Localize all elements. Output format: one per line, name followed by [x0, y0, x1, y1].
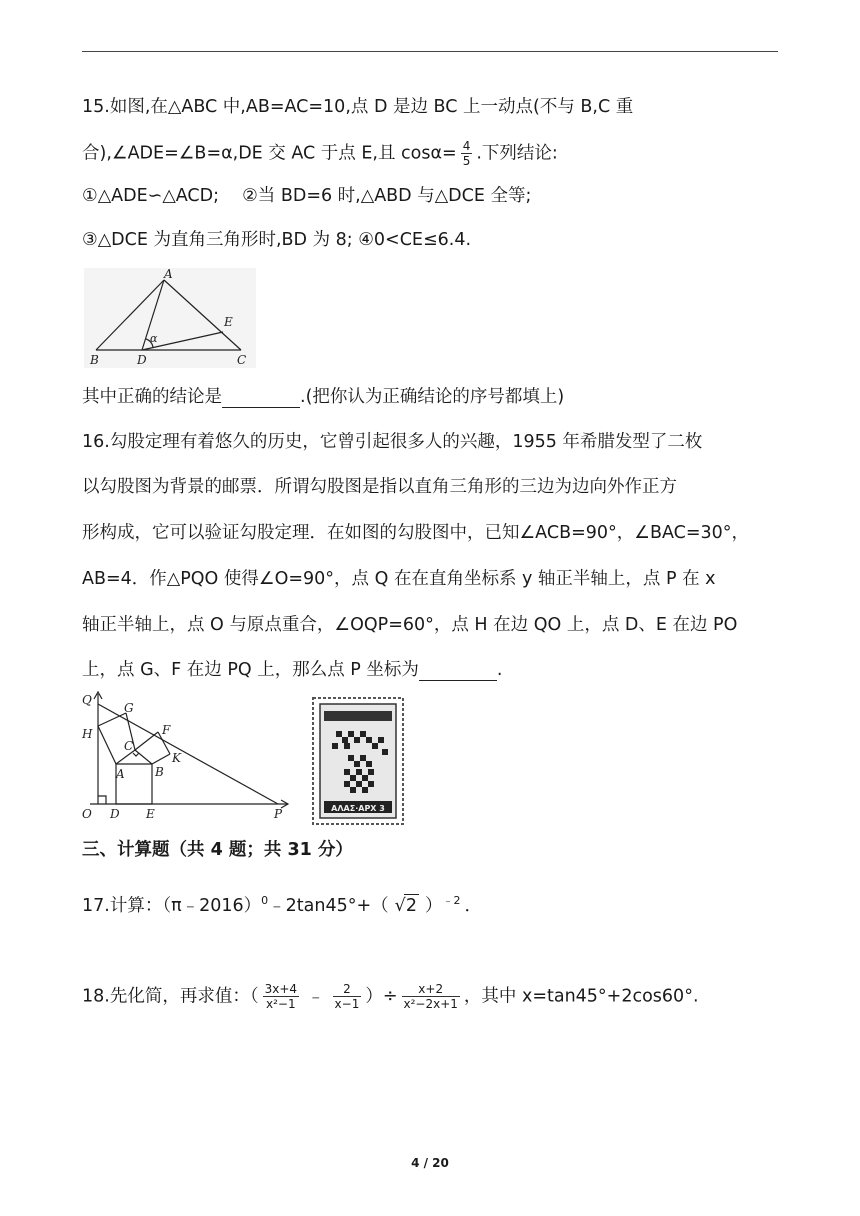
q16-line6-end: .	[496, 660, 503, 680]
label-E2: E	[146, 807, 155, 821]
q16-line5: 轴正半轴上，点 O 与原点重合，∠OQP=60°，点 H 在边 QO 上，点 D、E 在边 PO	[82, 615, 738, 635]
q16-line6	[82, 659, 502, 681]
page-number: 4 / 20	[411, 1156, 449, 1170]
label-H: H	[82, 727, 93, 741]
triangle-figure	[84, 268, 256, 368]
stamp-caption: ΑΛΑΣ·ΑΡΧ 3	[331, 804, 385, 813]
frac-num: 4	[462, 139, 471, 153]
q17-end: ．	[464, 895, 482, 916]
frac2-num: 2	[333, 982, 362, 997]
frac3-den: x²−2x+1	[403, 997, 458, 1011]
q16-line2: 以勾股图为背景的邮票．所谓勾股图是指以直角三角形的三边为边向外作正方	[82, 477, 677, 497]
label-P: P	[274, 807, 283, 821]
q15-answer	[82, 386, 564, 408]
label-alpha: α	[150, 332, 158, 345]
fraction-1	[263, 982, 299, 1011]
frac2-den: x−1	[334, 997, 360, 1011]
q15-line2	[82, 139, 558, 168]
q15-line4: ③△DCE 为直角三角形时,BD 为 8; ④0<CE≤6.4.	[82, 230, 472, 250]
q17-close: ）	[424, 895, 443, 916]
stamp-image	[312, 697, 404, 825]
q16-line3: 形构成，它可以验证勾股定理．在如图的勾股图中，已知∠ACB=90°，∠BAC=30°，	[82, 523, 750, 543]
frac-den: 5	[462, 154, 471, 168]
cos-fraction	[461, 139, 473, 168]
label-O: O	[82, 807, 92, 821]
q18-expression	[82, 982, 699, 1011]
q15-line1: 15.如图,在△ABC 中,AB=AC=10,点 D 是边 BC 上一动点(不与 B,C 重	[82, 97, 634, 117]
answer-blank	[222, 389, 300, 408]
q16-line1: 16.勾股定理有着悠久的历史，它曾引起很多人的兴趣，1955 年希腊发型了二枚	[82, 432, 703, 452]
q18-suffix: ，其中 x=tan45°+2cos60°.	[463, 986, 699, 1007]
q17-mid: ﹣2tan45°+（	[268, 895, 389, 916]
fraction-3	[402, 982, 460, 1011]
q15-line3: ①△ADE∽△ACD; ②当 BD=6 时,△ABD 与△DCE 全等;	[82, 186, 532, 206]
label-A2: A	[116, 767, 125, 781]
q17-exponent-zero: 0	[261, 894, 269, 907]
q15-line2-tail: .下列结论:	[476, 143, 558, 164]
sqrt-icon: √	[394, 895, 406, 916]
q18-prefix: 18.先化简，再求值：（	[82, 986, 259, 1007]
q17-expression	[82, 890, 482, 917]
q16-line4: AB=4．作△PQO 使得∠O=90°，点 Q 在在直角坐标系 y 轴正半轴上，点 P 在 x	[82, 569, 716, 589]
label-E: E	[224, 315, 233, 329]
label-G: G	[124, 701, 134, 715]
label-K: K	[172, 751, 181, 765]
label-A: A	[164, 268, 173, 281]
label-F: F	[162, 723, 171, 737]
q18-minus: ﹣	[307, 986, 325, 1007]
label-D2: D	[110, 807, 120, 821]
label-B: B	[90, 353, 99, 367]
label-C2: C	[124, 739, 134, 753]
label-D: D	[137, 353, 147, 367]
frac1-num: 3x+4	[264, 982, 298, 996]
frac3-num: x+2	[402, 982, 460, 997]
label-Q: Q	[82, 693, 92, 707]
q15-line2-text: 合),∠ADE=∠B=α,DE 交 AC 于点 E,且 cosα=	[82, 143, 457, 164]
answer-prefix: 其中正确的结论是	[82, 387, 222, 407]
answer-suffix: .(把你认为正确结论的序号都填上)	[300, 387, 565, 407]
section-heading: 三、计算题（共 4 题；共 31 分）	[82, 840, 353, 860]
label-B2: B	[155, 765, 164, 779]
pythagoras-figure	[78, 690, 298, 824]
fraction-2	[333, 982, 362, 1011]
header-rule	[82, 51, 778, 52]
sqrt-argument: 2	[405, 895, 417, 916]
q17-prefix: 17.计算：（π﹣2016）	[82, 895, 262, 916]
q18-divide: ）÷	[365, 986, 398, 1007]
q17-exponent: ﹣2	[442, 894, 461, 907]
frac1-den: x²−1	[266, 997, 296, 1011]
label-C: C	[237, 353, 247, 367]
q16-line6-text: 上，点 G、F 在边 PQ 上，那么点 P 坐标为	[82, 660, 419, 680]
coordinate-blank	[419, 662, 497, 681]
